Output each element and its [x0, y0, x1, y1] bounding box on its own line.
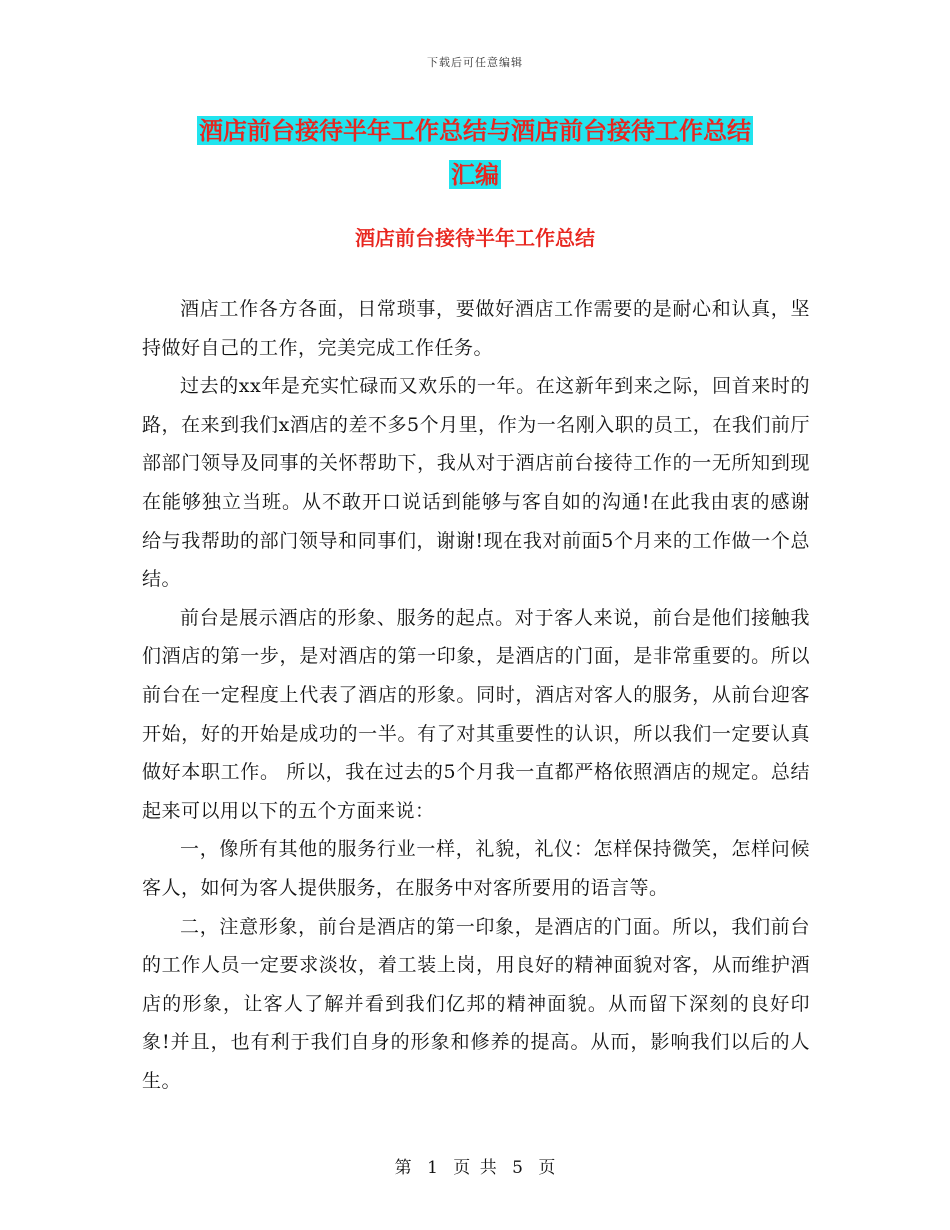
paragraph-2: 过去的xx年是充实忙碌而又欢乐的一年。在这新年到来之际，回首来时的路，在来到我们x酒店的差不多5个月里，作为一名刚入职的员工，在我们前厅部部门领导及同事的关怀帮助下，我从对于酒店前台接待工作的一无所知到现在能够独立当班。从不敢开口说话到能够与客自如的沟通!在此我由衷的感谢给与我帮助的部门领导和同事们，谢谢!现在我对前面5个月来的工作做一个总结。: [142, 375, 810, 591]
header-note: 下载后可任意编辑: [427, 56, 523, 69]
document-title-line-1: [140, 113, 810, 149]
document-title-text-2: 汇编: [451, 160, 499, 189]
paragraph-3: 前台是展示酒店的形象、服务的起点。对于客人来说，前台是他们接触我们酒店的第一步，是对酒店的第一印象，是酒店的门面，是非常重要的。所以前台在一定程度上代表了酒店的形象。同时，酒店对客人的服务，从前台迎客开始，好的开始是成功的一半。有了对其重要性的认识，所以我们一定要认真做好本职工作。 所以，我在过去的5个月我一直都严格依照酒店的规定。总结起来可以用以下的五个方面来说：: [142, 606, 810, 822]
document-title-line-2: [140, 157, 810, 193]
page-footer: [0, 1153, 950, 1178]
footer-suffix: 页: [538, 1158, 556, 1178]
paragraph-4: 一，像所有其他的服务行业一样，礼貌，礼仪：怎样保持微笑，怎样问候客人，如何为客人提供服务，在服务中对客所要用的语言等。: [142, 838, 810, 899]
section-title: 酒店前台接待半年工作总结: [355, 226, 595, 250]
footer-page-number: 1: [427, 1158, 438, 1178]
document-body: [142, 290, 810, 1100]
document-title-text-1: 酒店前台接待半年工作总结与酒店前台接待工作总结: [199, 116, 751, 145]
paragraph-1: 酒店工作各方各面，日常琐事，要做好酒店工作需要的是耐心和认真，坚持做好自己的工作，完美完成工作任务。: [142, 298, 810, 359]
footer-prefix: 第: [394, 1158, 412, 1178]
paragraph-5: 二，注意形象，前台是酒店的第一印象，是酒店的门面。所以，我们前台的工作人员一定要求淡妆，着工装上岗，用良好的精神面貌对客，从而维护酒店的形象，让客人了解并看到我们亿邦的精神面貌。从而留下深刻的良好印象!并且，也有利于我们自身的形象和修养的提高。从而，影响我们以后的人生。: [142, 915, 810, 1092]
footer-total-pages: 5: [512, 1158, 523, 1178]
footer-middle: 页 共: [453, 1158, 497, 1178]
